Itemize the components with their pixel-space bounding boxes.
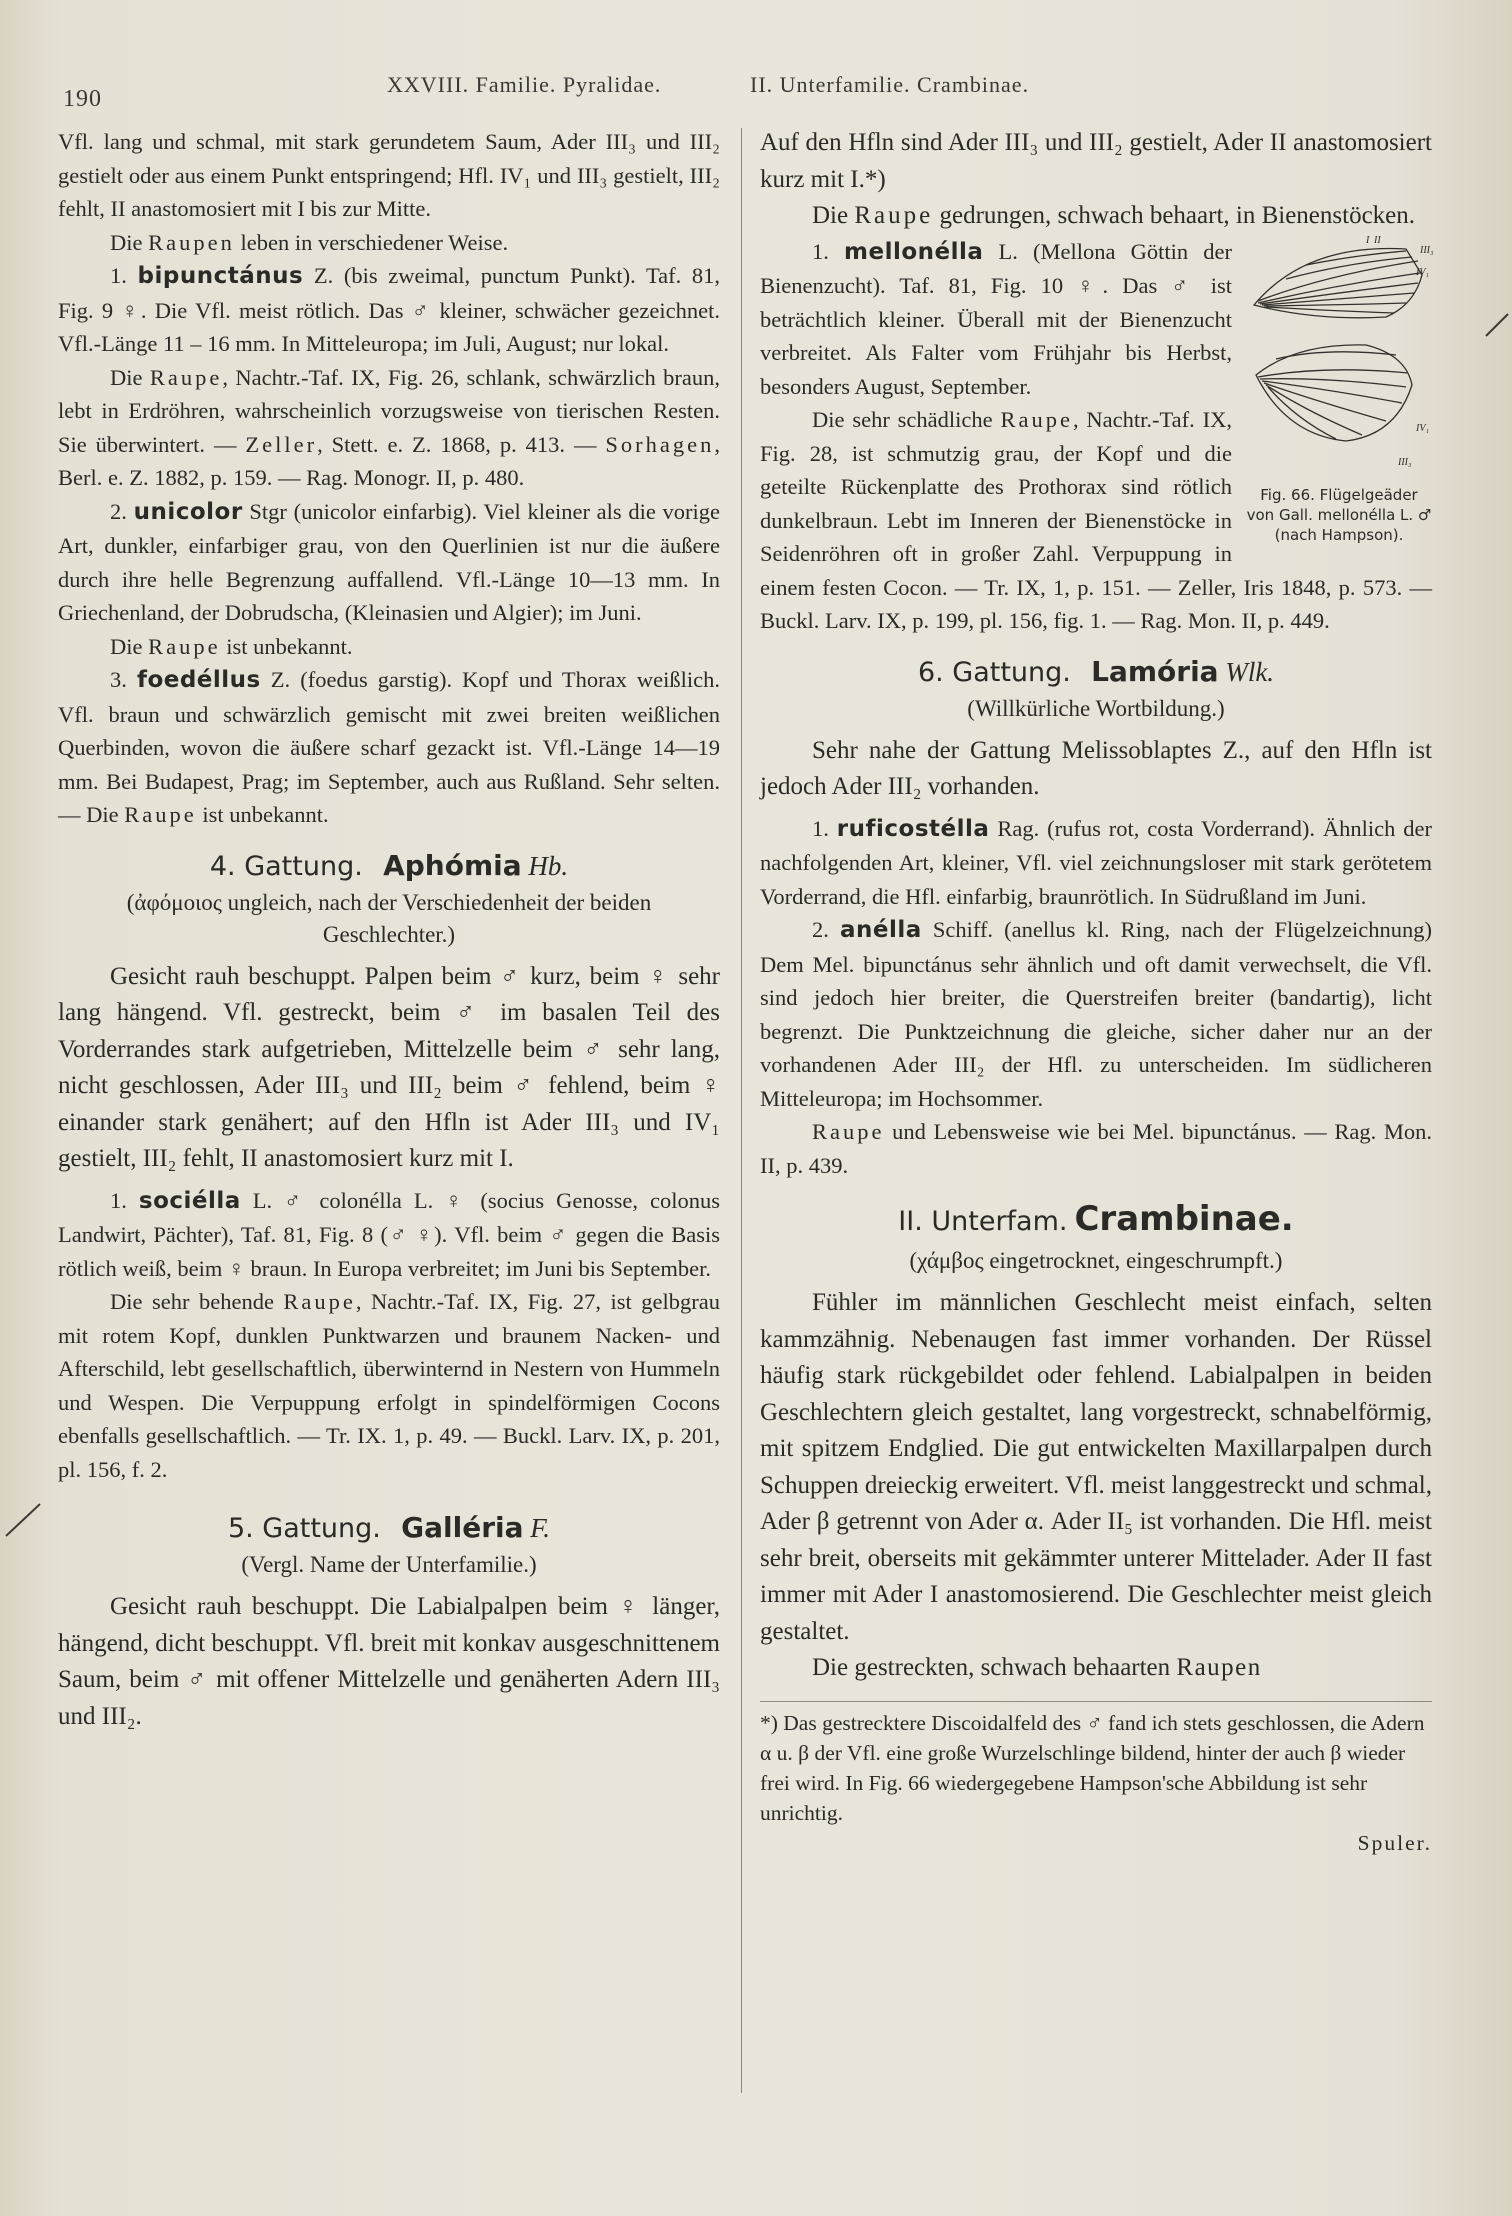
species-name: unicolor <box>133 498 243 525</box>
larva-mellonella: Die sehr schädliche Raupe, Nachtr.-Taf. IX, Fig. 28, ist schmutzig grau, der Kopf und die geteilte Rückenplatte des Prothorax sind rötlich dunkelbraun. Lebt im Inneren der Bienenstöcke in Seidenröhren oft in großer Zahl. Verpuppung in einem festen Cocon. — Tr. IX, 1, p. 151. — Zeller, Iris 1848, p. 573. — Buckl. Larv. IX, p. 199, pl. 156, fig. 1. — Rag. Mon. II, p. 449. <box>760 407 1432 633</box>
larva-sociella: Die sehr behende Raupe, Nachtr.-Taf. IX, Fig. 27, ist gelbgrau mit rotem Kopf, dunklen Punktwarzen und braunem Nacken- und Afterschild, lebt gesellschaftlich, überwinternd in Nestern von Hummeln und Wespen. Die Verpuppung erfolgt in spindelförmigen Cocons ebenfalls gesellschaftlich. — Tr. IX. 1, p. 49. — Buckl. Larv. IX, p. 201, pl. 156, f. 2. <box>58 1289 720 1482</box>
genus-heading-galleria: 5. Gattung. Galléria F. <box>227 1511 551 1544</box>
species-anella: 2. anélla Schiff. (anellus kl. Ring, nach der Flügelzeichnung) Dem Mel. bipunctánus sehr ähnlich und oft damit verwechselt, die Vfl. sind jedoch hier breiter, die Querstreifen breiter (bandartig), licht begrenzt. Die Punktzeichnung die gleiche, sicher daher nur an der vorhandenen Ader III₂ der Hfl. zu unterscheiden. Im südlicheren Mitteleuropa; im Hochsommer. <box>760 917 1432 1111</box>
genus-heading-aphomia: 4. Gattung. Aphómia Hb. <box>209 848 569 882</box>
species-ruficostella: 1. ruficostélla Rag. (rufus rot, costa Vorderrand). Ähnlich der nachfolgenden Art, kleiner, Vfl. viel zeichnungsloser mit stark gerötetem Vorderrand, die Hfl. einfarbig, braunrötlich. In Südrußland im Juni. <box>760 815 1433 909</box>
genus-heading-lamoria: 6. Gattung. Lamória Wlk. <box>917 654 1275 688</box>
species-bipunctanus: 1. bipunctánus Z. (bis zweimal, punctum Punkt). Taf. 81, Fig. 9 ♀. Die Vfl. meist rötlich. Das ♂ kleiner, schwächer gezeichnet. Vfl.-Länge 11 – 16 mm. In Mitteleuropa; im Juli, August; nur lokal. <box>58 263 721 356</box>
page-header <box>60 72 1100 112</box>
genus-etymology: (ἀφόμοιος ungleich, nach der Verschiedenheit der beiden Geschlechter.) <box>126 889 652 947</box>
genus-description: Sehr nahe der Gattung Melissoblaptes Z., auf den Hfln ist jedoch Ader III₂ vorhanden. <box>760 736 1432 800</box>
subfamily-etymology: (χάμβος eingetrocknet, eingeschrumpft.) <box>909 1248 1283 1273</box>
species-foedellus: 3. foedéllus Z. (foedus garstig). Kopf und Thorax weißlich. Vfl. braun und schwärzlich gemischt mit zwei breiten weißlichen Querbinden, wovon die äußere scharf gezackt ist. Vfl.-Länge 14—19 mm. Bei Budapest, Prag; im September, auch aus Rußland. Sehr selten. — Die Raupe ist unbekannt. <box>58 667 720 827</box>
species-name: sociélla <box>138 1187 241 1214</box>
larva-anella: Raupe und Lebensweise wie bei Mel. bipunctánus. — Rag. Mon. II, p. 439. <box>760 1119 1432 1178</box>
species-name: anélla <box>839 917 922 943</box>
species-unicolor: 2. unicolor Stgr (unicolor einfarbig). Viel kleiner als die vorige Art, dunkler, einfarbiger grau, von den Querlinien ist nur die äußere durch ihre helle Begrenzung auffallend. Vfl.-Länge 10—13 mm. In Griechenland, der Dobrudscha, (Kleinasien und Algier); im Juni. <box>58 498 720 625</box>
species-name: bipunctánus <box>137 263 304 289</box>
page-number: 190 <box>63 86 102 112</box>
species-name: ruficostélla <box>836 815 990 842</box>
svg-text:II: II <box>1374 234 1381 246</box>
larva-unicolor: Die Raupe ist unbekannt. <box>110 633 353 659</box>
chapter-title: II. Unterfamilie. Crambinae. <box>750 72 1030 97</box>
left-column <box>58 125 720 1735</box>
genus-etymology: (Vergl. Name der Unterfamilie.) <box>241 1552 537 1577</box>
species-name: mellonélla <box>844 238 984 265</box>
species-name: foedéllus <box>136 667 261 693</box>
genus-etymology: (Willkürliche Wortbildung.) <box>967 695 1225 721</box>
subfamily-description: Fühler im männlichen Geschlecht meist einfach, selten kammzähnig. Nebenaugen fast immer vorhanden. Der Rüssel häufig stark rückgebildet oder fehlend. Labialpalpen in beiden Geschlechtern gleich gestaltet, lang vorgestreckt, schnabelförmig, mit spitzem Endglied. Die gut entwickelten Maxillarpalpen durch Schuppen dreieckig erweitert. Vfl. meist langgestreckt und schmal, Ader β getrennt von Ader α. Ader II₅ ist vorhanden. Die Hfl. meist sehr breit, oberseits mit gekämmter unterer Mittelader. Ader II fast immer mit Ader I anastomosierend. Die Geschlechter meist gleich gestaltet. <box>760 1289 1432 1645</box>
pencil-mark-right <box>1484 312 1510 338</box>
larva-bipunctanus: Die Raupe, Nachtr.-Taf. IX, Fig. 26, schlank, schwärzlich braun, lebt in Erdröhren, wahrscheinlich vorzugsweise von tierischen Resten. Sie überwintert. — Zeller, Stett. e. Z. 1868, p. 413. — Sorhagen, Berl. e. Z. 1882, p. 159. — Rag. Monogr. II, p. 480. <box>58 364 721 490</box>
genus-description: Gesicht rauh beschuppt. Die Labialpalpen beim ♀ länger, hängend, dicht beschuppt. Vfl. breit mit konkav ausgeschnittenem Saum, beim ♂ mit offener Mittelzelle und genäherten Adern III₃ und III₂. <box>58 1593 720 1730</box>
subfamily-heading-crambinae: II. Unterfam. Crambinae. <box>898 1199 1294 1239</box>
pencil-mark-left <box>4 1500 44 1540</box>
footnote <box>760 1701 1432 1858</box>
genus-description-cont: Vfl. lang und schmal, mit stark gerundetem Saum, Ader III₃ und III₂ gestielt oder aus einem Punkt entspringend; Hfl. IV₁ und III₃ gestielt, III₂ fehlt, II anastomosiert mit I bis zur Mitte. <box>58 129 720 221</box>
footnote-signature: Spuler. <box>1357 1830 1432 1855</box>
species-sociella: 1. sociélla L. ♂ colonélla L. ♀ (socius Genosse, colonus Landwirt, Pächter), Taf. 81, Fig. 8 (♂ ♀). Vfl. beim ♂ gegen die Basis rötlich weiß, beim ♀ braun. In Europa verbreitet; im Juni bis September. <box>58 1187 721 1281</box>
larva-note: Die Raupe gedrungen, schwach behaart, in Bienenstöcken. <box>812 202 1416 229</box>
svg-text:III₃: III₃ <box>1398 456 1412 468</box>
svg-text:IV₁: IV₁ <box>1416 422 1429 434</box>
larva-note: Die Raupen leben in verschiedener Weise. <box>110 229 509 255</box>
column-divider <box>741 128 742 2093</box>
figure-66 <box>1246 235 1432 545</box>
svg-text:I: I <box>1366 234 1370 246</box>
svg-text:III₃: III₃ <box>1420 244 1434 256</box>
svg-text:IV₁: IV₁ <box>1416 266 1429 278</box>
figure-caption: Fig. 66. Flügelgeäder von Gall. mellonélla L. ♂ (nach Hampson). <box>1246 485 1432 544</box>
running-title: XXVIII. Familie. Pyralidae. <box>387 72 662 97</box>
species-mellonella: 1. mellonélla L. (Mellona Göttin der Bienenzucht). Taf. 81, Fig. 10 ♀. Das ♂ ist beträchtlich kleiner. Überall mit der Bienenzucht verbreitet. Als Falter vom Frühjahr bis Herbst, besonders August, September. <box>760 238 1233 399</box>
genus-description: Gesicht rauh beschuppt. Palpen beim ♂ kurz, beim ♀ sehr lang hängend. Vfl. gestreckt, beim ♂ im basalen Teil des Vorderrandes stark aufgetrieben, Mittelzelle beim ♂ sehr lang, nicht geschlossen, Ader III₃ und III₂ beim ♂ fehlend, beim ♀ einander stark genähert; auf den Hfln ist Ader III₃ und IV₁ gestielt, III₂ fehlt, II anastomosiert kurz mit I. <box>58 962 720 1172</box>
wing-venation-figure <box>1246 235 1432 483</box>
footnote-text: *) Das gestrecktere Discoidalfeld des ♂ fand ich stets geschlossen, die Adern α u. β der Vfl. eine große Wurzelschlinge bildend, hinter der auch β wieder frei wird. In Fig. 66 wiedergegebene Hampson'sche Abbildung ist sehr unrichtig. <box>760 1710 1425 1825</box>
genus-description-cont: Auf den Hfln sind Ader III₃ und III₂ gestielt, Ader II anastomosiert kurz mit I.*) <box>760 129 1432 193</box>
right-column <box>760 125 1432 1858</box>
larva-description-start: Die gestreckten, schwach behaarten Raupen <box>812 1654 1262 1681</box>
